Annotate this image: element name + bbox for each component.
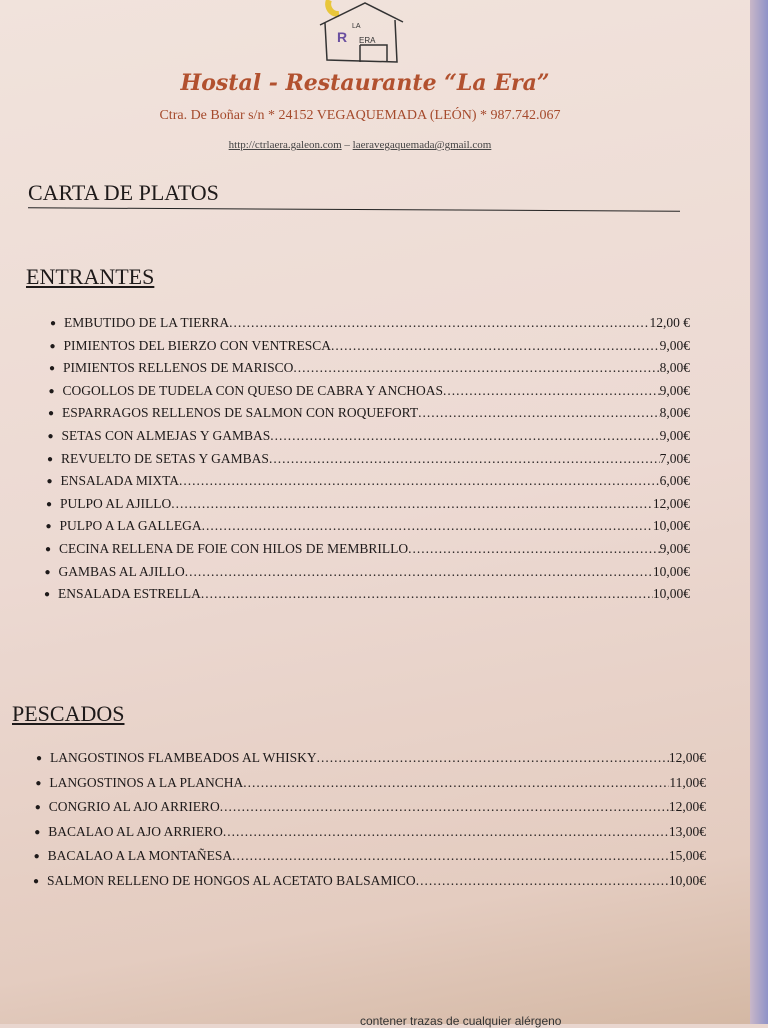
contact-links xyxy=(190,139,530,151)
item-price: 12,00€ xyxy=(668,750,706,765)
leader-dots xyxy=(202,518,653,535)
item-price: 9,00€ xyxy=(659,382,690,398)
item-price: 15,00€ xyxy=(668,848,706,864)
item-price: 9,00€ xyxy=(659,541,690,556)
item-name: PULPO AL AJILLO xyxy=(60,495,172,511)
item-name: ENSALADA ESTRELLA xyxy=(58,586,201,602)
bullet-icon: ● xyxy=(34,802,41,814)
item-name: CECINA RELLENA DE FOIE CON HILOS DE MEMBRILLO xyxy=(59,541,409,556)
leader-dots xyxy=(179,473,660,490)
leader-dots xyxy=(331,338,660,355)
bullet-icon: ● xyxy=(45,521,52,533)
address: Ctra. De Boñar s/n * 24152 VEGAQUEMADA (LEÓN) * 987.742.067 xyxy=(159,108,561,123)
menu-item xyxy=(46,518,691,535)
item-name: GAMBAS AL AJILLO xyxy=(58,563,185,579)
bullet-icon: ● xyxy=(34,826,41,838)
leader-dots xyxy=(201,586,653,603)
item-name: SALMON RELLENO DE HONGOS AL ACETATO BALSAMICO xyxy=(47,873,416,888)
bullet-icon: ● xyxy=(36,753,43,764)
bullet-icon: ● xyxy=(46,476,53,488)
menu-item xyxy=(35,775,706,792)
bullet-icon: ● xyxy=(33,851,40,863)
menu-item xyxy=(48,428,691,445)
item-price: 12,00€ xyxy=(652,495,690,511)
bullet-icon: ● xyxy=(50,318,57,329)
item-name: BACALAO A LA MONTAÑESA xyxy=(47,848,233,864)
item-name: PIMIENTOS DEL BIERZO CON VENTRESCA xyxy=(63,337,332,353)
leader-dots xyxy=(416,873,669,890)
leader-dots xyxy=(185,564,653,581)
item-price: 8,00€ xyxy=(659,405,690,421)
item-name: BACALAO AL AJO ARRIERO xyxy=(48,823,223,839)
leader-dots xyxy=(269,451,660,468)
bullet-icon: ● xyxy=(49,363,56,375)
bullet-icon: ● xyxy=(49,340,56,352)
section-heading-pescados: PESCADOS xyxy=(12,701,125,726)
leader-dots xyxy=(443,383,660,400)
bullet-icon: ● xyxy=(33,876,40,887)
leader-dots xyxy=(270,428,659,445)
bullet-icon: ● xyxy=(47,431,54,442)
menu-item xyxy=(45,564,691,581)
menu-item xyxy=(33,873,706,890)
leader-dots xyxy=(232,848,669,865)
leader-dots xyxy=(223,824,669,841)
menu-item xyxy=(36,750,706,767)
menu-item xyxy=(47,473,691,490)
menu-item xyxy=(34,824,706,841)
allergen-note: contener trazas de cualquier alérgeno xyxy=(360,1014,562,1028)
restaurant-name: Hostal - Restaurante “La Era” xyxy=(180,70,550,96)
item-name: LANGOSTINOS A LA PLANCHA xyxy=(49,774,244,790)
bullet-icon: ● xyxy=(46,498,53,510)
menu-item xyxy=(48,405,690,422)
leader-dots xyxy=(293,360,659,377)
bullet-icon: ● xyxy=(45,544,52,555)
item-name: PULPO A LA GALLEGA xyxy=(59,518,202,534)
menu-item xyxy=(45,541,690,558)
bullet-icon: ● xyxy=(48,385,55,397)
leader-dots xyxy=(418,405,660,422)
bullet-icon: ● xyxy=(44,566,51,578)
bullet-icon: ● xyxy=(35,777,42,789)
leader-dots xyxy=(408,541,660,558)
menu-item xyxy=(34,848,706,865)
menu-item xyxy=(50,315,690,332)
menu-item xyxy=(49,383,691,400)
svg-text:LA: LA xyxy=(352,23,361,30)
item-name: LANGOSTINOS FLAMBEADOS AL WHISKY xyxy=(50,750,317,765)
leader-dots xyxy=(243,775,669,792)
item-price: 7,00€ xyxy=(659,450,690,466)
item-name: SETAS CON ALMEJAS Y GAMBAS xyxy=(61,428,271,443)
item-name: COGOLLOS DE TUDELA CON QUESO DE CABRA Y ANCHOAS xyxy=(62,382,444,398)
separator: – xyxy=(344,139,350,151)
item-price: 10,00€ xyxy=(652,563,690,579)
menu-item xyxy=(49,360,690,377)
page-title: CARTA DE PLATOS xyxy=(28,180,219,205)
menu-item xyxy=(46,496,690,513)
item-name: ENSALADA MIXTA xyxy=(60,473,180,489)
email-link[interactable]: laeravegaquemada@gmail.com xyxy=(352,139,492,151)
item-price: 12,00 € xyxy=(649,315,690,330)
item-price: 6,00€ xyxy=(659,473,690,489)
menu-item xyxy=(47,451,690,468)
item-price: 10,00€ xyxy=(668,873,706,888)
section-heading-entrantes: ENTRANTES xyxy=(26,264,155,289)
item-name: REVUELTO DE SETAS Y GAMBAS xyxy=(61,450,269,466)
menu-item xyxy=(50,338,691,355)
title-divider xyxy=(28,207,680,211)
house-logo-icon xyxy=(315,0,415,65)
item-name: EMBUTIDO DE LA TIERRA xyxy=(64,315,230,330)
svg-text:R: R xyxy=(337,29,348,45)
leader-dots xyxy=(229,315,649,332)
item-price: 10,00€ xyxy=(652,518,690,534)
website-link[interactable]: http://ctrlaera.galeon.com xyxy=(228,139,342,151)
item-price: 9,00€ xyxy=(659,337,690,353)
leader-dots xyxy=(317,750,669,767)
item-price: 8,00€ xyxy=(659,360,690,376)
item-name: ESPARRAGOS RELLENOS DE SALMON CON ROQUEFORT xyxy=(62,405,419,421)
leader-dots xyxy=(220,799,669,816)
menu-item xyxy=(35,799,706,816)
bullet-icon: ● xyxy=(48,408,55,420)
item-price: 12,00€ xyxy=(668,799,706,815)
bullet-icon: ● xyxy=(44,589,51,601)
menu-item xyxy=(44,586,690,603)
svg-text:ERA: ERA xyxy=(359,36,376,45)
item-price: 11,00€ xyxy=(669,774,706,790)
leader-dots xyxy=(171,496,653,513)
bullet-icon: ● xyxy=(47,453,54,465)
item-name: PIMIENTOS RELLENOS DE MARISCO xyxy=(63,360,294,376)
background-edge xyxy=(750,0,768,1024)
item-price: 9,00€ xyxy=(659,428,690,443)
item-price: 10,00€ xyxy=(652,586,690,602)
item-name: CONGRIO AL AJO ARRIERO xyxy=(48,799,220,815)
item-price: 13,00€ xyxy=(668,823,706,839)
